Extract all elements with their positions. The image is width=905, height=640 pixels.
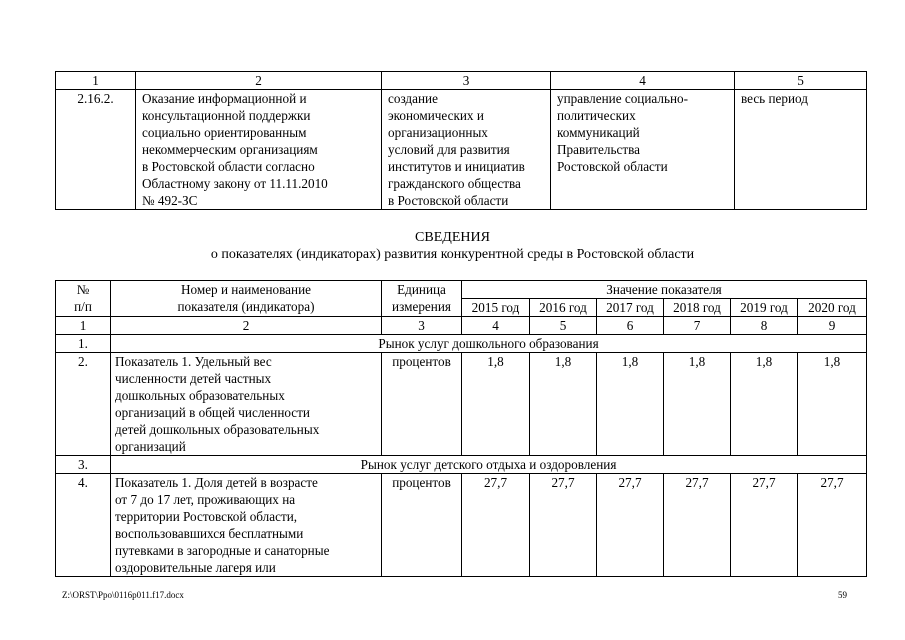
header-num: [56, 281, 111, 317]
text-line: некоммерческим организациям: [142, 142, 318, 157]
text-line: путевками в загородные и санаторные: [115, 543, 330, 558]
text-line: измерения: [392, 299, 451, 314]
text-line: создание: [388, 91, 438, 106]
section-title: Рынок услуг дошкольного образования: [111, 335, 867, 353]
text-line: в Ростовской области: [388, 193, 509, 208]
top-header-cell: 2: [136, 72, 382, 90]
header-row: [56, 281, 867, 299]
heading-subtitle: о показателях (индикаторах) развития конкурентной среды в Ростовской области: [210, 247, 695, 262]
top-table-header-row: [56, 72, 867, 90]
text-line: условий для развития: [388, 142, 510, 157]
col-index: 1: [56, 317, 111, 335]
text-line: от 7 до 17 лет, проживающих на: [115, 492, 296, 507]
year-header: 2017 год: [597, 299, 664, 317]
text-line: институтов и инициатив: [388, 159, 525, 174]
text-line: управление социально-: [557, 91, 689, 106]
footer-file-path: Z:\ORST\Ppo\0116p011.f17.docx: [62, 590, 184, 600]
heading-title: СВЕДЕНИЯ: [415, 230, 490, 245]
year-header: 2016 год: [530, 299, 597, 317]
text-line: организаций в общей численности: [115, 405, 310, 420]
text-line: № 492-ЗС: [142, 193, 198, 208]
value-cell: 1,8: [597, 353, 664, 456]
col-index: 6: [597, 317, 664, 335]
value-cell: 27,7: [664, 474, 731, 577]
text-line: Единица: [397, 282, 446, 297]
section-row: [56, 335, 867, 353]
col-index: 4: [462, 317, 530, 335]
unit-cell: процентов: [382, 353, 462, 456]
row-number: 3.: [56, 456, 111, 474]
col-index: 9: [798, 317, 867, 335]
table-row: [56, 353, 867, 456]
indicators-table: [55, 280, 867, 577]
text-line: организационных: [388, 125, 488, 140]
header-unit: [382, 281, 462, 317]
col-index: 8: [731, 317, 798, 335]
unit-cell: процентов: [382, 474, 462, 577]
value-cell: 27,7: [462, 474, 530, 577]
value-cell: 27,7: [731, 474, 798, 577]
top-header-cell: 4: [551, 72, 735, 90]
value-cell: 1,8: [664, 353, 731, 456]
col-index: 2: [111, 317, 382, 335]
text-line: дошкольных образовательных: [115, 388, 285, 403]
text-line: оздоровительные лагеря или: [115, 560, 276, 575]
year-header: 2015 год: [462, 299, 530, 317]
row-number: 1.: [56, 335, 111, 353]
top-header-cell: 5: [735, 72, 867, 90]
text-line: детей дошкольных образовательных: [115, 422, 320, 437]
text-line: политических: [557, 108, 636, 123]
indicator-name: [111, 353, 382, 456]
top-table: [55, 71, 867, 210]
value-cell: 27,7: [597, 474, 664, 577]
top-row-number: 2.16.2.: [56, 90, 136, 210]
top-row-executor: [551, 90, 735, 210]
row-number: 4.: [56, 474, 111, 577]
text-line: гражданского общества: [388, 176, 521, 191]
text-line: Правительства: [557, 142, 640, 157]
value-cell: 27,7: [798, 474, 867, 577]
table-row: [56, 474, 867, 577]
text-line: воспользовавшихся бесплатными: [115, 526, 304, 541]
text-line: территории Ростовской области,: [115, 509, 298, 524]
top-row-period: весь период: [735, 90, 867, 210]
text-line: в Ростовской области согласно: [142, 159, 315, 174]
text-line: п/п: [74, 299, 92, 314]
text-line: социально ориентированным: [142, 125, 307, 140]
indicator-name: [111, 474, 382, 577]
col-index: 5: [530, 317, 597, 335]
year-header: 2019 год: [731, 299, 798, 317]
text-line: Оказание информационной и: [142, 91, 307, 106]
top-row-goal: [382, 90, 551, 210]
footer-page-number: 59: [838, 590, 847, 600]
year-header: 2018 год: [664, 299, 731, 317]
top-header-cell: 1: [56, 72, 136, 90]
value-cell: 1,8: [798, 353, 867, 456]
text-line: Показатель 1. Доля детей в возрасте: [115, 475, 318, 490]
section-title: Рынок услуг детского отдыха и оздоровления: [111, 456, 867, 474]
value-cell: 27,7: [530, 474, 597, 577]
text-line: экономических и: [388, 108, 484, 123]
header-value: Значение показателя: [462, 281, 867, 299]
text-line: коммуникаций: [557, 125, 640, 140]
col-index: 7: [664, 317, 731, 335]
header-name: [111, 281, 382, 317]
section-row: [56, 456, 867, 474]
text-line: Показатель 1. Удельный вес: [115, 354, 272, 369]
text-line: показателя (индикатора): [177, 299, 315, 314]
text-line: организаций: [115, 439, 186, 454]
index-row: [56, 317, 867, 335]
col-index: 3: [382, 317, 462, 335]
text-line: Областному закону от 11.11.2010: [142, 176, 328, 191]
value-cell: 1,8: [731, 353, 798, 456]
row-number: 2.: [56, 353, 111, 456]
text-line: численности детей частных: [115, 371, 272, 386]
value-cell: 1,8: [462, 353, 530, 456]
year-header: 2020 год: [798, 299, 867, 317]
top-row-name: [136, 90, 382, 210]
text-line: Номер и наименование: [180, 282, 311, 297]
text-line: Ростовской области: [557, 159, 668, 174]
text-line: №: [76, 282, 90, 297]
top-header-cell: 3: [382, 72, 551, 90]
top-table-row: [56, 90, 867, 210]
value-cell: 1,8: [530, 353, 597, 456]
text-line: консультационной поддержки: [142, 108, 311, 123]
